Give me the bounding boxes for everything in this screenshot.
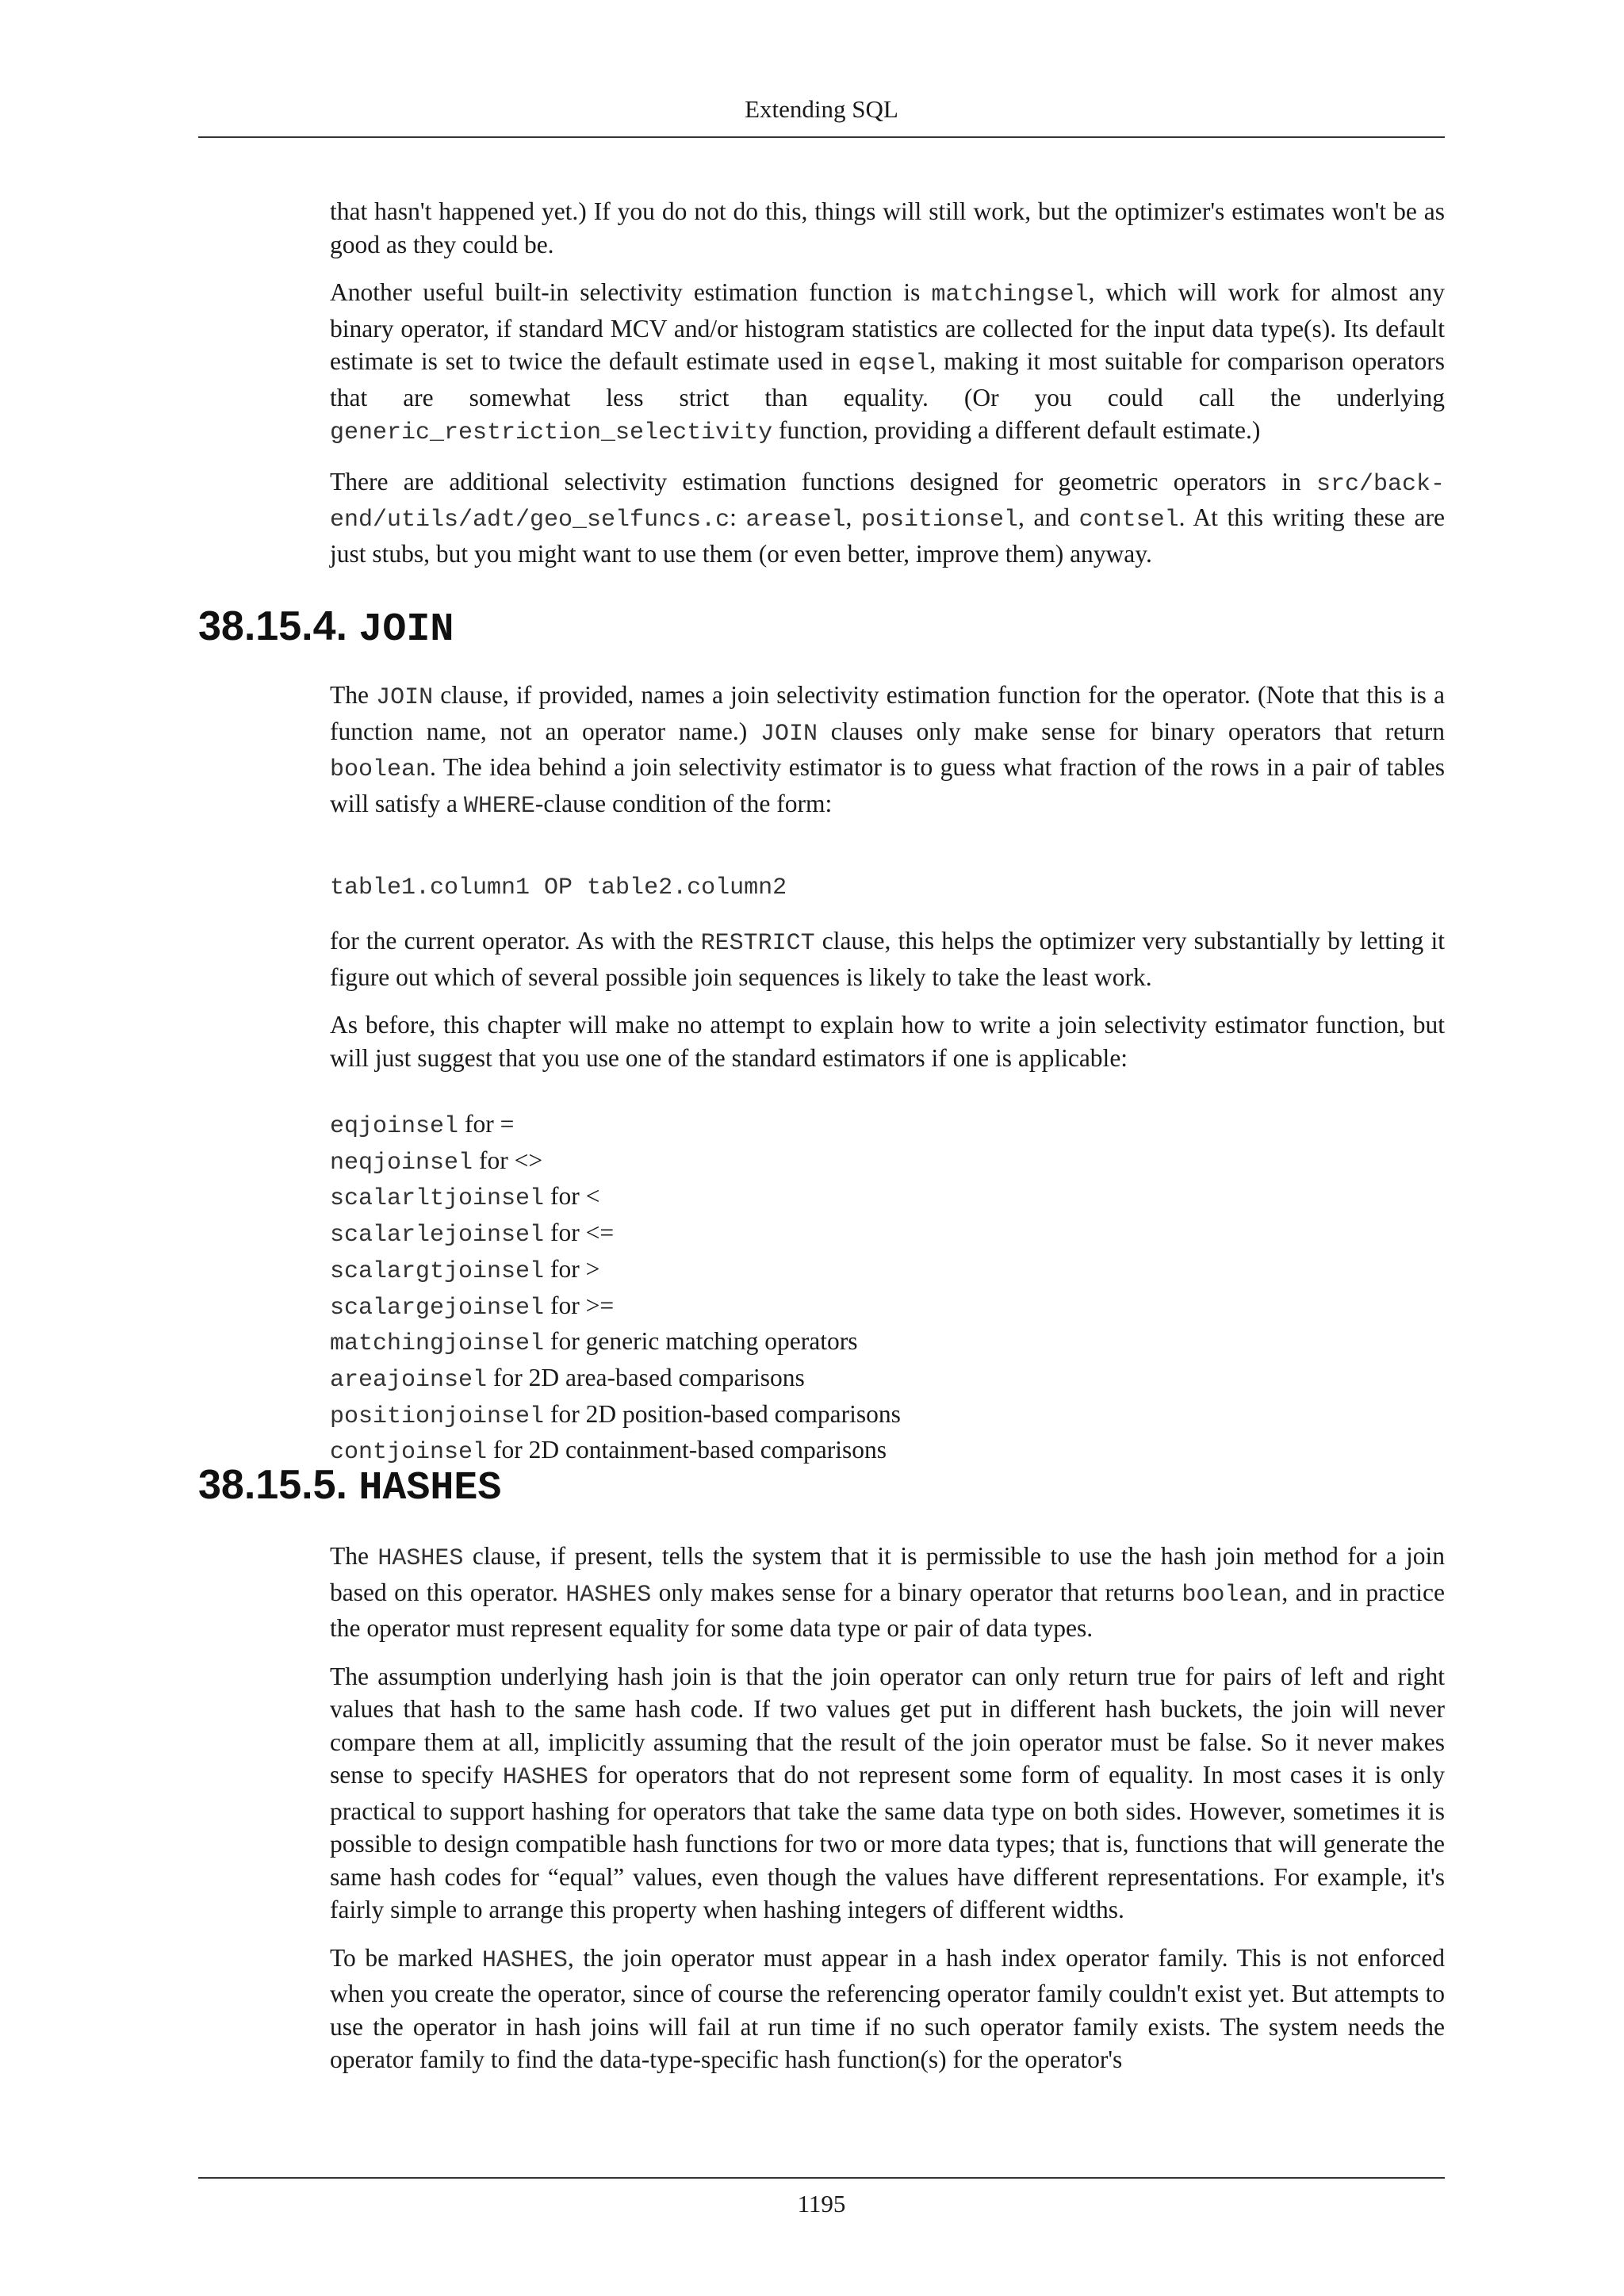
text-run: , — [845, 503, 861, 531]
join-block-2 — [330, 924, 1445, 1074]
inline-code: boolean — [1182, 1581, 1282, 1609]
section-code-title: HASHES — [358, 1466, 502, 1511]
inline-code: JOIN — [760, 720, 818, 748]
estimator-function-name: eqjoinsel — [330, 1113, 459, 1140]
inline-code: HASHES — [502, 1764, 588, 1791]
section-number: 38.15.4. — [198, 603, 347, 649]
estimator-item — [330, 1253, 1445, 1289]
text-run: , the join operator must appear in a hash index operator family. This is not enforced when you create the operator, since of course the referencing operator family couldn't exist yet. But attempts to use the operator in hash joins will fail at run time if no such operator family exists. The system needs the operator family to find the data-type-specific hash function(s) for the operator's — [330, 1943, 1445, 2073]
estimator-description: for = — [465, 1110, 515, 1138]
estimator-item — [330, 1108, 1445, 1144]
estimator-function-name: positionjoinsel — [330, 1402, 545, 1430]
estimator-function-name: scalargejoinsel — [330, 1294, 545, 1322]
estimator-function-name: areajoinsel — [330, 1366, 488, 1394]
estimator-function-name: scalarltjoinsel — [330, 1185, 545, 1213]
text-run: To be marked — [330, 1943, 482, 1972]
estimator-function-name: neqjoinsel — [330, 1149, 473, 1177]
estimator-item — [330, 1216, 1445, 1253]
inline-code: RESTRICT — [700, 930, 815, 957]
text-run: , which will work for almost any binary operator, if standard MCV and/or histogram statistics are collected for the input data type(s). Its default estimate is set to twice the default estimate used in — [330, 278, 1446, 375]
text-run: Another useful built-in selectivity estimation function is — [330, 278, 932, 306]
estimator-description: for 2D area-based comparisons — [493, 1363, 805, 1391]
paragraph — [330, 276, 1445, 450]
inline-code: WHERE — [463, 792, 535, 820]
text-run: -clause condition of the form: — [534, 789, 833, 817]
text-run: for the current operator. As with the — [330, 927, 701, 955]
estimator-description: for <= — [550, 1219, 615, 1247]
text-run: clause, if present, tells the system that it is permissible to use the hash join method for a join based on this operator. — [330, 1542, 1445, 1606]
text-run: clause, if provided, names a join selectivity estimation function for the operator. (Note that this is a function name, not an operator name.) — [330, 681, 1445, 745]
text-run: There are additional selectivity estimation functions designed for geometric operators in — [330, 467, 1316, 496]
estimator-item — [330, 1144, 1445, 1181]
inline-code: areasel — [745, 507, 846, 534]
inline-code: JOIN — [376, 684, 434, 711]
text-run: : — [730, 503, 746, 531]
page-number: 1195 — [797, 2190, 846, 2218]
section-heading-join — [198, 603, 454, 654]
estimator-function-name: contjoinsel — [330, 1439, 488, 1467]
section-heading-hashes — [198, 1461, 501, 1513]
join-block — [330, 679, 1445, 823]
code-example: table1.column1 OP table2.column2 — [330, 874, 787, 901]
inline-code: generic_restriction_selectivity — [330, 419, 773, 446]
paragraph — [330, 1660, 1445, 1927]
text-run: The assumption underlying hash join is that the join operator can only return true for pairs of left and right values that hash to the same hash code. If two values get put in different hash buckets, the join will never compare them at all, implicitly assuming that the result of the join operator must be false. So it never makes sense to specify — [330, 1662, 1445, 1789]
paragraph — [330, 924, 1445, 993]
paragraph — [330, 1942, 1445, 2076]
estimator-description: for 2D containment-based comparisons — [493, 1436, 887, 1464]
inline-code: boolean — [330, 756, 431, 783]
paragraph — [330, 1540, 1445, 1645]
text-run: The — [330, 1542, 378, 1570]
inline-code: eqsel — [858, 350, 930, 377]
estimator-function-name: scalargtjoinsel — [330, 1257, 545, 1285]
estimator-item — [330, 1289, 1445, 1326]
text-run: , and — [1018, 503, 1079, 531]
estimator-description: for >= — [550, 1291, 615, 1319]
estimator-description: for <> — [479, 1146, 543, 1174]
estimator-function-name: scalarlejoinsel — [330, 1222, 545, 1249]
inline-code: positionsel — [860, 507, 1019, 534]
estimator-description: for 2D position-based comparisons — [550, 1399, 901, 1428]
section-code-title: JOIN — [358, 607, 454, 652]
paragraph: As before, this chapter will make no attempt to explain how to write a join selectivity estimator function, but will just suggest that you use one of the standard estimators if one is applicable: — [330, 1011, 1445, 1072]
text-run: . The idea behind a join selectivity estimator is to guess what fraction of the rows in a pair of tables will satisfy a — [330, 753, 1445, 817]
estimator-description: for generic matching operators — [550, 1327, 858, 1356]
text-run: clauses only make sense for binary operators that return — [818, 717, 1445, 745]
text-run: . At this writing these are just stubs, but you might want to use them (or even better, improve them) anyway. — [330, 503, 1445, 568]
paragraph — [330, 465, 1445, 571]
text-run: only makes sense for a binary operator that returns — [651, 1578, 1182, 1606]
inline-code: src/back-end/utils/adt/geo_selfuncs.c — [330, 470, 1445, 534]
paragraph: that hasn't happened yet.) If you do not do this, things will still work, but the optimizer's estimates won't be as good as they could be. — [330, 197, 1445, 258]
estimator-list — [330, 1108, 1445, 1470]
header-rule — [198, 136, 1445, 138]
text-run: for operators that do not represent some form of equality. In most cases it is only practical to support hashing for operators that take the same data type on both sides. However, sometimes it is possible to design compatible hash functions for two or more data types; that is, functions that will generate the same hash codes for “equal” values, even though the values have different representations. For example, it's fairly simple to arrange this property when hashing integers of different widths. — [330, 1761, 1445, 1923]
estimator-item — [330, 1361, 1445, 1398]
estimator-item — [330, 1180, 1445, 1216]
section-number: 38.15.5. — [198, 1462, 347, 1508]
paragraph — [330, 679, 1445, 823]
estimator-function-name: matchingjoinsel — [330, 1330, 545, 1358]
inline-code: HASHES — [377, 1545, 464, 1572]
footer-rule — [198, 2177, 1445, 2179]
estimator-description: for < — [550, 1182, 600, 1211]
inline-code: contsel — [1078, 507, 1179, 534]
text-run: The — [330, 681, 377, 709]
estimator-item — [330, 1325, 1445, 1361]
text-run: clause, this helps the optimizer very substantially by letting it figure out which of several possible join sequences is likely to take the least work. — [330, 927, 1445, 991]
hashes-block — [330, 1540, 1445, 2076]
inline-code: HASHES — [481, 1946, 568, 1974]
text-run: , and in practice the operator must represent equality for some data type or pair of data types. — [330, 1578, 1445, 1642]
estimator-description: for > — [550, 1254, 600, 1283]
running-header: Extending SQL — [745, 95, 898, 123]
estimator-item — [330, 1398, 1445, 1434]
text-run: , making it most suitable for comparison operators that are somewhat less strict than equality. (Or you could call the underlying — [330, 347, 1445, 411]
text-run: function, providing a different default estimate.) — [772, 416, 1261, 444]
inline-code: matchingsel — [931, 281, 1089, 308]
inline-code: HASHES — [565, 1581, 652, 1609]
intro-block — [330, 195, 1445, 570]
